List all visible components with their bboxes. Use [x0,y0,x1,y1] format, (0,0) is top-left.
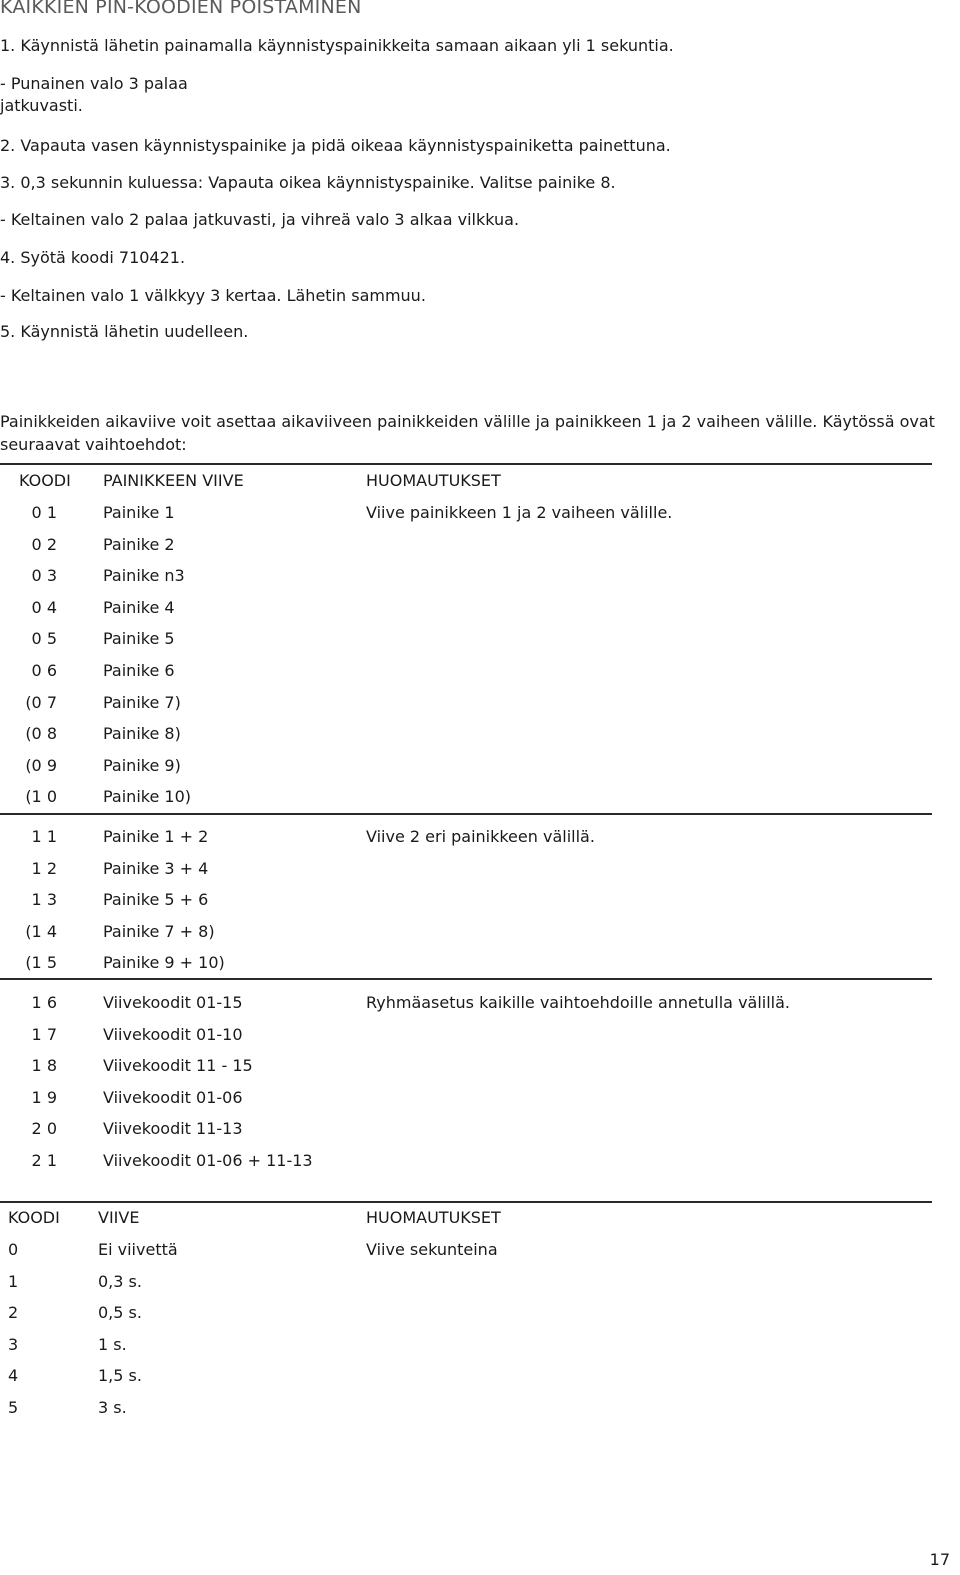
table1-delay-cell: Painike 8) [103,724,181,744]
table2-code-cell: 1 [8,1271,19,1291]
step-1-note-line2: jatkuvasti. [0,96,83,115]
table2-delay-cell: 0,5 s. [98,1303,142,1323]
table1-row [0,756,935,778]
table1-row [0,922,935,944]
table2-header-row [0,1208,935,1230]
table1-delay-cell: Painike 5 + 6 [103,890,209,910]
table1-code-cell: 1 9 [31,1087,57,1107]
table2-top-rule [0,1201,932,1203]
table1-code-cell: (1 0 [25,787,57,807]
table2-header-code: KOODI [8,1208,60,1227]
table1-header-notes: HUOMAUTUKSET [366,471,501,490]
table1-delay-cell: Painike n3 [103,566,185,586]
table1-delay-cell: Painike 7) [103,692,181,712]
table1-row [0,859,935,881]
table1-note-cell: Viive painikkeen 1 ja 2 vaiheen välille. [366,503,673,522]
table1-code-cell: 0 4 [31,597,57,617]
table1-row [0,953,935,975]
table1-row [0,661,935,683]
table1-group-rule [0,813,932,815]
table1-row [0,724,935,746]
step-1-note-line1: - Punainen valo 3 palaa [0,74,188,93]
table1-code-cell: 1 1 [31,827,57,846]
table1-delay-cell: Painike 1 [103,503,175,522]
table1-row [0,566,935,588]
table1-row [0,1151,935,1173]
step-4: 4. Syötä koodi 710421. [0,248,186,267]
table2-row [0,1303,935,1325]
step-2: 2. Vapauta vasen käynnistyspainike ja pidä oikeaa käynnistyspainiketta painettuna. [0,136,671,155]
table1-code-cell: 2 1 [31,1151,57,1170]
table1-code-cell: 0 6 [31,661,57,680]
table1-delay-cell: Painike 9) [103,755,181,775]
table2-delay-cell: 0,3 s. [98,1271,142,1291]
table1-row [0,629,935,651]
table1-delay-cell: Viivekoodit 01-06 + 11-13 [103,1151,313,1170]
table1-delay-cell: Painike 5 [103,629,175,649]
table2-delay-cell: 1,5 s. [98,1366,142,1386]
table1-top-rule [0,463,932,465]
step-5: 5. Käynnistä lähetin uudelleen. [0,322,249,341]
table2-row [0,1398,935,1420]
page-number: 17 [929,1550,950,1569]
table1-code-cell: (1 5 [25,953,57,973]
table1-code-cell: (1 4 [25,921,57,941]
table2-header-notes: HUOMAUTUKSET [366,1208,501,1227]
table1-code-cell: 2 0 [31,1119,57,1139]
table1-note-cell: Ryhmäasetus kaikille vaihtoehdoille annetulla välillä. [366,993,791,1012]
table1-delay-cell: Painike 6 [103,661,175,680]
table2-delay-cell: Ei viivettä [98,1240,178,1259]
table1-delay-cell: Painike 9 + 10) [103,953,225,973]
table1-code-cell: 0 3 [31,566,57,586]
table2-row [0,1335,935,1357]
table2-note-cell: Viive sekunteina [366,1240,498,1259]
intro-paragraph: Painikkeiden aikaviive voit asettaa aikaviiveen painikkeiden välille ja painikkeen 1 ja 2 vaiheen välille. Käytössä ovat seuraavat vaihtoehdot: [0,412,935,454]
table2-code-cell: 3 [8,1334,19,1354]
table2-code-cell: 2 [8,1303,19,1323]
table1-row [0,1119,935,1141]
table1-code-cell: 1 3 [31,890,57,910]
table1-delay-cell: Painike 10) [103,787,191,807]
table1-row [0,890,935,912]
table2-code-cell: 4 [8,1366,19,1386]
table1-row [0,503,935,525]
table1-code-cell: 1 6 [31,993,57,1012]
table1-group-rule [0,978,932,980]
table1-code-cell: (0 9 [25,755,57,775]
table1-code-cell: 1 8 [31,1056,57,1076]
section-title: KAIKKIEN PIN-KOODIEN POISTAMINEN [0,0,362,18]
table1-code-cell: (0 8 [25,724,57,744]
table1-delay-cell: Viivekoodit 01-10 [103,1024,243,1044]
table1-code-cell: 0 5 [31,629,57,649]
table1-delay-cell: Viivekoodit 01-15 [103,993,243,1012]
table2-row [0,1272,935,1294]
table1-code-cell: (0 7 [25,692,57,712]
table2-delay-cell: 3 s. [98,1398,127,1417]
table1-row [0,693,935,715]
table1-row [0,1088,935,1110]
table1-delay-cell: Viivekoodit 11-13 [103,1119,243,1139]
table1-delay-cell: Painike 4 [103,597,175,617]
table1-header-code: KOODI [19,471,71,490]
step-3: 3. 0,3 sekunnin kuluessa: Vapauta oikea käynnistyspainike. Valitse painike 8. [0,173,616,192]
step-4-note: - Keltainen valo 1 välkkyy 3 kertaa. Lähetin sammuu. [0,286,426,305]
step-1: 1. Käynnistä lähetin painamalla käynnistyspainikkeita samaan aikaan yli 1 sekuntia. [0,36,674,55]
table1-code-cell: 0 1 [31,503,57,522]
step-3-note: - Keltainen valo 2 palaa jatkuvasti, ja vihreä valo 3 alkaa vilkkua. [0,210,520,229]
table1-code-cell: 1 2 [31,858,57,878]
table1-row [0,598,935,620]
table2-delay-cell: 1 s. [98,1334,127,1354]
table1-delay-cell: Painike 2 [103,534,175,554]
table1-row [0,827,935,849]
table1-code-cell: 0 2 [31,534,57,554]
table2-code-cell: 0 [8,1240,19,1259]
table2-code-cell: 5 [8,1398,19,1417]
table2-header-delay: VIIVE [98,1208,140,1227]
table2-row [0,1366,935,1388]
table1-code-cell: 1 7 [31,1024,57,1044]
table1-header-delay: PAINIKKEEN VIIVE [103,471,244,490]
table1-row [0,787,935,809]
table1-delay-cell: Painike 1 + 2 [103,827,209,846]
table1-note-cell: Viive 2 eri painikkeen välillä. [366,827,595,846]
table1-delay-cell: Painike 7 + 8) [103,921,215,941]
table1-row [0,1025,935,1047]
table1-row [0,535,935,557]
table1-delay-cell: Viivekoodit 01-06 [103,1087,243,1107]
table1-row [0,1056,935,1078]
table2-row [0,1240,935,1262]
table1-delay-cell: Viivekoodit 11 - 15 [103,1056,253,1076]
table1-row [0,993,935,1015]
table1-delay-cell: Painike 3 + 4 [103,858,209,878]
